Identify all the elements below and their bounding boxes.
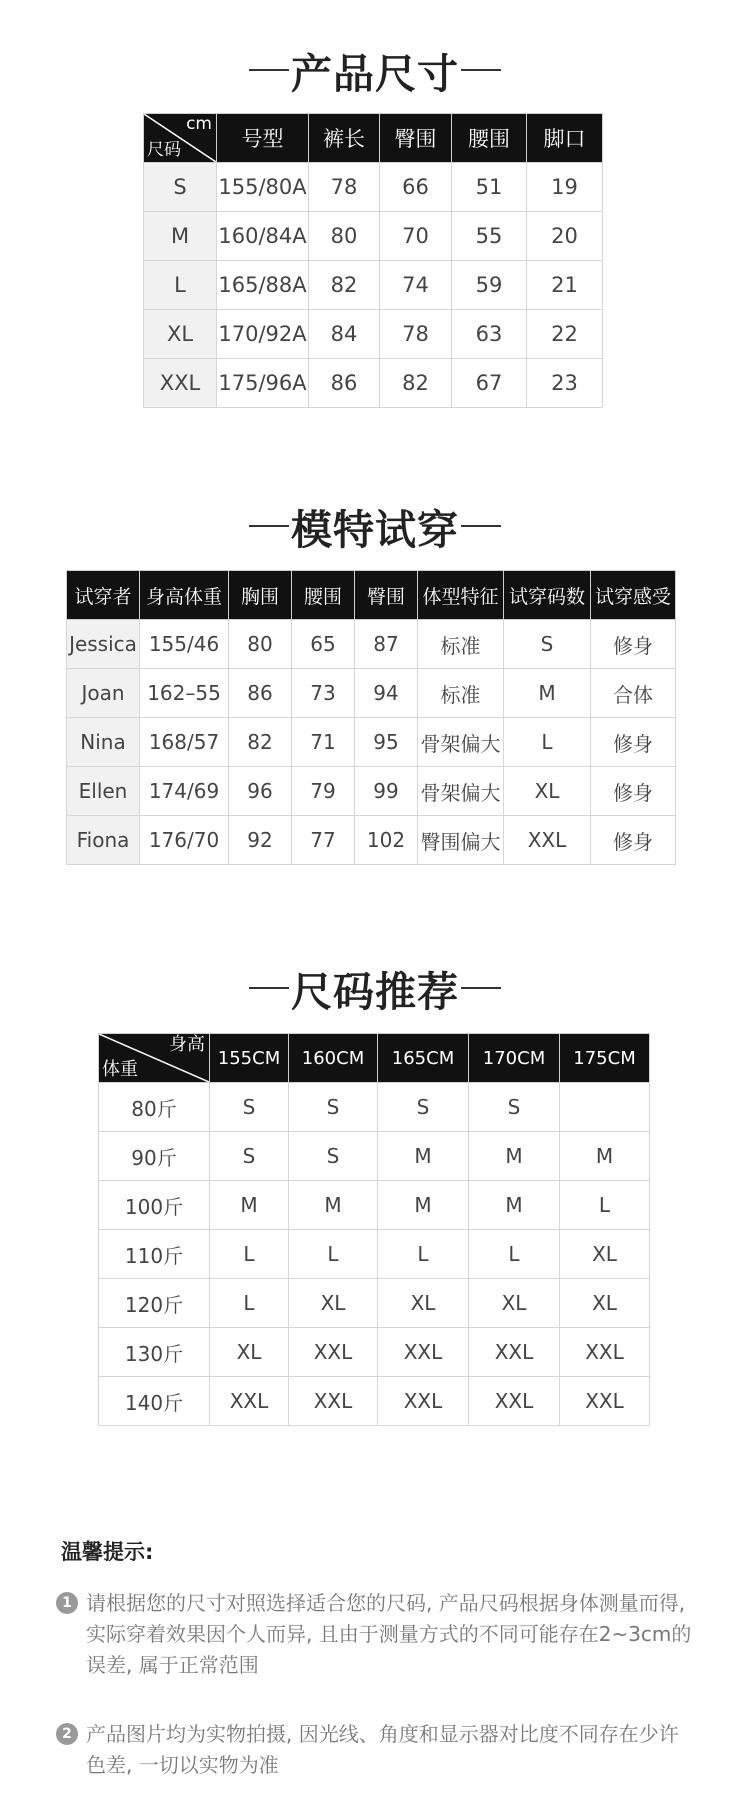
size-recommend-title-text: 尺码推荐	[291, 967, 459, 1016]
table-cell: 20	[527, 212, 603, 261]
table-cell: L	[210, 1230, 289, 1279]
weight-label: 130斤	[99, 1328, 210, 1377]
table-cell: 标准	[418, 669, 504, 718]
model-name: Jessica	[67, 620, 140, 669]
table-cell: 51	[452, 163, 527, 212]
table-cell: 86	[309, 359, 380, 408]
table-cell: S	[504, 620, 591, 669]
title-rule-left	[249, 987, 289, 989]
table-row	[99, 1328, 650, 1377]
table-cell: S	[210, 1132, 289, 1181]
size-label: XL	[144, 310, 217, 359]
table-cell: 55	[452, 212, 527, 261]
table-cell: 59	[452, 261, 527, 310]
column-header: 175CM	[560, 1034, 650, 1083]
column-header: 脚口	[527, 114, 603, 163]
table-cell: 78	[380, 310, 452, 359]
column-header: 臀围	[355, 571, 418, 620]
table-cell: 170/92A	[217, 310, 309, 359]
table-cell: 修身	[591, 767, 676, 816]
table-cell: 22	[527, 310, 603, 359]
title-rule-left	[249, 525, 289, 527]
table-cell: M	[378, 1132, 469, 1181]
table-row	[144, 359, 603, 408]
table-cell: 77	[292, 816, 355, 865]
column-header: 试穿感受	[591, 571, 676, 620]
table-cell: M	[560, 1132, 650, 1181]
table-row	[144, 163, 603, 212]
table-cell: 骨架偏大	[418, 718, 504, 767]
table-row	[67, 718, 676, 767]
column-header: 腰围	[292, 571, 355, 620]
size-label: L	[144, 261, 217, 310]
table-row	[99, 1230, 650, 1279]
table-cell: 82	[380, 359, 452, 408]
table-cell: 80	[229, 620, 292, 669]
table-cell: L	[210, 1279, 289, 1328]
table-cell: 96	[229, 767, 292, 816]
corner-cell	[99, 1034, 210, 1083]
tip-item	[56, 1719, 696, 1781]
tips-title: 温馨提示:	[61, 1540, 154, 1564]
corner-label-height: 身高	[169, 1034, 205, 1055]
table-cell: XL	[560, 1279, 650, 1328]
table-row	[99, 1377, 650, 1426]
weight-label: 140斤	[99, 1377, 210, 1426]
table-cell: XL	[378, 1279, 469, 1328]
table-cell: XXL	[289, 1328, 378, 1377]
table-cell: 176/70	[140, 816, 229, 865]
size-label: XXL	[144, 359, 217, 408]
table-row	[99, 1181, 650, 1230]
size-label: S	[144, 163, 217, 212]
table-cell: L	[504, 718, 591, 767]
table-cell: XXL	[210, 1377, 289, 1426]
table-row	[144, 261, 603, 310]
table-cell: 102	[355, 816, 418, 865]
table-cell: 155/80A	[217, 163, 309, 212]
table-cell: XXL	[289, 1377, 378, 1426]
table-header-row	[99, 1034, 650, 1083]
table-cell: 165/88A	[217, 261, 309, 310]
table-cell: 95	[355, 718, 418, 767]
corner-label-unit: cm	[186, 114, 212, 134]
table-cell: 94	[355, 669, 418, 718]
table-cell: 174/69	[140, 767, 229, 816]
table-cell: M	[469, 1181, 560, 1230]
table-cell: M	[289, 1181, 378, 1230]
table-cell: 71	[292, 718, 355, 767]
table-cell: 86	[229, 669, 292, 718]
table-cell: 79	[292, 767, 355, 816]
product-size-table	[143, 113, 603, 408]
table-cell: XXL	[560, 1377, 650, 1426]
table-cell: XXL	[560, 1328, 650, 1377]
size-recommend-table	[98, 1033, 650, 1426]
model-fit-table	[66, 570, 676, 865]
table-cell: XL	[210, 1328, 289, 1377]
title-rule-right	[461, 987, 501, 989]
table-cell: 168/57	[140, 718, 229, 767]
table-row	[99, 1132, 650, 1181]
tip-item	[56, 1588, 696, 1681]
table-cell: XL	[504, 767, 591, 816]
table-cell: XXL	[504, 816, 591, 865]
table-cell: M	[210, 1181, 289, 1230]
table-row	[99, 1083, 650, 1132]
column-header: 身高体重	[140, 571, 229, 620]
table-cell: S	[289, 1132, 378, 1181]
model-name: Joan	[67, 669, 140, 718]
table-cell: 修身	[591, 718, 676, 767]
number-one-icon: 1	[56, 1592, 78, 1614]
column-header: 155CM	[210, 1034, 289, 1083]
table-cell: 65	[292, 620, 355, 669]
table-cell: 74	[380, 261, 452, 310]
table-cell: 82	[229, 718, 292, 767]
tip-text: 请根据您的尺寸对照选择适合您的尺码, 产品尺码根据身体测量而得, 实际穿着效果因个人而异, 且由于测量方式的不同可能存在2~3cm的误差, 属于正常范围	[86, 1591, 692, 1677]
table-cell: 87	[355, 620, 418, 669]
column-header: 裤长	[309, 114, 380, 163]
table-cell: 175/96A	[217, 359, 309, 408]
table-row	[99, 1279, 650, 1328]
table-cell: XL	[560, 1230, 650, 1279]
column-header: 腰围	[452, 114, 527, 163]
table-cell: XXL	[469, 1328, 560, 1377]
weight-label: 80斤	[99, 1083, 210, 1132]
table-cell: L	[469, 1230, 560, 1279]
column-header: 试穿者	[67, 571, 140, 620]
table-row	[67, 767, 676, 816]
table-row	[67, 669, 676, 718]
table-cell: XXL	[469, 1377, 560, 1426]
column-header: 胸围	[229, 571, 292, 620]
table-row	[67, 816, 676, 865]
table-cell: M	[469, 1132, 560, 1181]
table-row	[144, 212, 603, 261]
column-header: 165CM	[378, 1034, 469, 1083]
table-cell: 73	[292, 669, 355, 718]
table-header-row	[144, 114, 603, 163]
table-cell: 160/84A	[217, 212, 309, 261]
weight-label: 120斤	[99, 1279, 210, 1328]
table-cell: 标准	[418, 620, 504, 669]
column-header: 号型	[217, 114, 309, 163]
model-fit-title	[0, 500, 750, 552]
size-recommend-title	[0, 962, 750, 1014]
table-header-row	[67, 571, 676, 620]
table-cell: 99	[355, 767, 418, 816]
table-cell: 合体	[591, 669, 676, 718]
weight-label: 100斤	[99, 1181, 210, 1230]
table-cell: 19	[527, 163, 603, 212]
table-cell: S	[289, 1083, 378, 1132]
table-cell: S	[469, 1083, 560, 1132]
corner-label-weight: 体重	[102, 1059, 138, 1080]
table-cell: XL	[289, 1279, 378, 1328]
table-cell: 21	[527, 261, 603, 310]
table-cell: 67	[452, 359, 527, 408]
weight-label: 90斤	[99, 1132, 210, 1181]
table-cell: 82	[309, 261, 380, 310]
model-name: Fiona	[67, 816, 140, 865]
table-cell: 70	[380, 212, 452, 261]
model-fit-title-text: 模特试穿	[291, 505, 459, 554]
table-cell: 162–55	[140, 669, 229, 718]
table-cell: 92	[229, 816, 292, 865]
product-size-title-text: 产品尺寸	[291, 49, 459, 98]
size-label: M	[144, 212, 217, 261]
column-header: 试穿码数	[504, 571, 591, 620]
table-row	[67, 620, 676, 669]
table-cell: 80	[309, 212, 380, 261]
model-name: Ellen	[67, 767, 140, 816]
title-rule-right	[461, 525, 501, 527]
table-cell: L	[560, 1181, 650, 1230]
table-cell: XXL	[378, 1377, 469, 1426]
table-cell: 23	[527, 359, 603, 408]
table-cell: 臀围偏大	[418, 816, 504, 865]
column-header: 170CM	[469, 1034, 560, 1083]
table-cell: 78	[309, 163, 380, 212]
table-cell: 骨架偏大	[418, 767, 504, 816]
table-cell	[560, 1083, 650, 1132]
table-cell: 63	[452, 310, 527, 359]
corner-cell	[144, 114, 217, 163]
table-cell: 66	[380, 163, 452, 212]
table-row	[144, 310, 603, 359]
table-cell: S	[378, 1083, 469, 1132]
table-cell: M	[378, 1181, 469, 1230]
title-rule-right	[461, 69, 501, 71]
tip-text: 产品图片均为实物拍摄, 因光线、角度和显示器对比度不同存在少许色差, 一切以实物为准	[86, 1722, 679, 1777]
title-rule-left	[249, 69, 289, 71]
table-cell: 84	[309, 310, 380, 359]
table-cell: M	[504, 669, 591, 718]
table-cell: L	[289, 1230, 378, 1279]
table-cell: 修身	[591, 816, 676, 865]
model-name: Nina	[67, 718, 140, 767]
corner-label-size: 尺码	[147, 140, 181, 160]
table-cell: L	[378, 1230, 469, 1279]
weight-label: 110斤	[99, 1230, 210, 1279]
table-cell: XL	[469, 1279, 560, 1328]
column-header: 臀围	[380, 114, 452, 163]
table-cell: 修身	[591, 620, 676, 669]
column-header: 体型特征	[418, 571, 504, 620]
number-two-icon: 2	[56, 1723, 78, 1745]
table-cell: XXL	[378, 1328, 469, 1377]
product-size-title	[0, 44, 750, 96]
table-cell: S	[210, 1083, 289, 1132]
column-header: 160CM	[289, 1034, 378, 1083]
table-cell: 155/46	[140, 620, 229, 669]
